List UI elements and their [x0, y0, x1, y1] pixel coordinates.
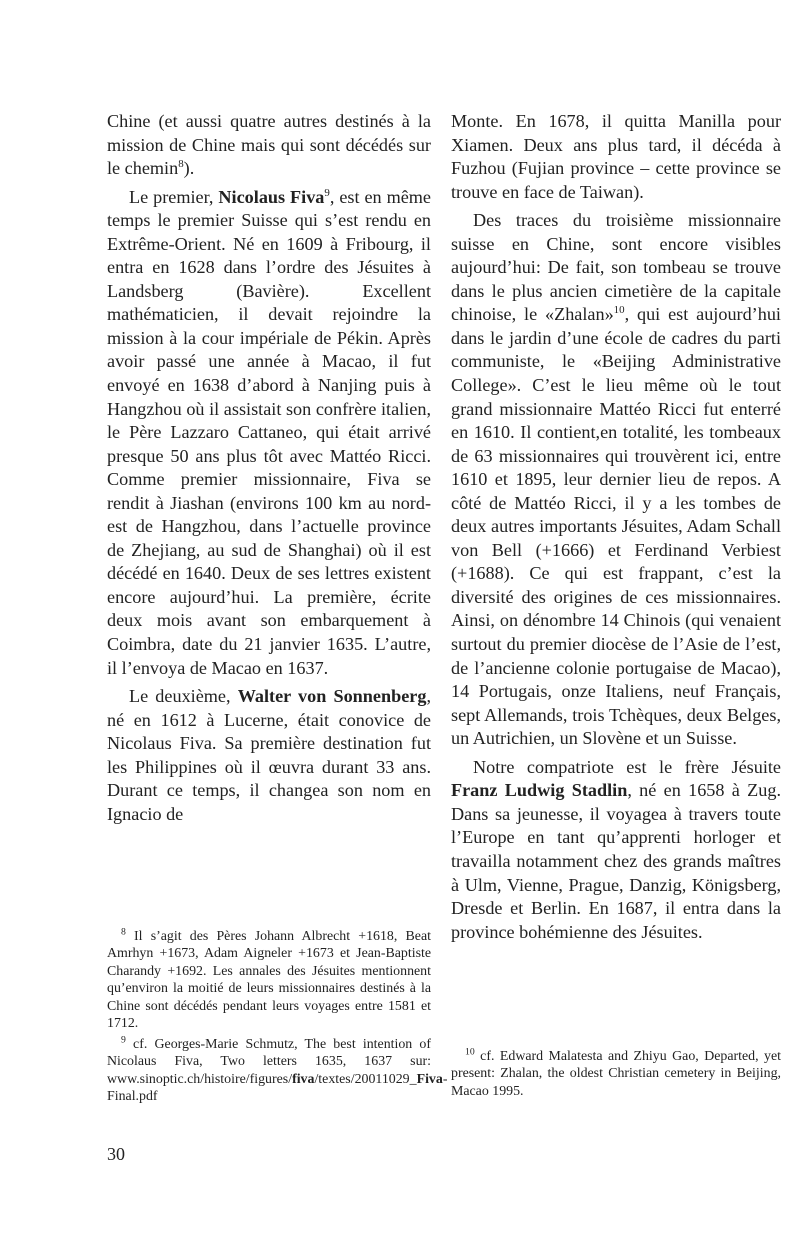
paragraph-walter-von-sonnenberg: Le deuxième, Walter von Sonnenberg, né en 1612 à Lucerne, était conovice de Nicolaus Fiva. Sa première destination fut les Philippines où il œuvra durant 33 ans. Durant ce temps, il changea son nom en Ignacio de	[107, 686, 431, 824]
page-number: 30	[107, 1144, 125, 1164]
footnotes-right	[451, 1048, 781, 1103]
paragraph-nicolaus-fiva: Le premier, Nicolaus Fiva$^9$, est en même temps le premier Suisse qui s’est rendu en Extrême-Orient. Né en 1609 à Fribourg, il entra en 1628 dans l’ordre des Jésuites à Landsberg (Bavière). Excellent mathématicien, il devait rejoindre la mission à la cour impériale de Pékin. Après avoir passé une année à Macao, il fut envoyé en 1638 d’abord à Nanjing puis à Hangzhou où il assistait son confrère italien, le Père Lazzaro Cattaneo, qui était arrivé presque 50 ans plus tôt avec Mattéo Ricci. Comme premier missionnaire, Fiva se rendit à Jiashan (environs 100 km au nord-est de Hangzhou, dans l’actuelle province de Zhejiang, au sud de Shanghai) où il est décédé en 1640. Deux de ses lettres existent encore aujourd’hui. La première, écrite deux mois avant son embarquement à Coimbra, date du 21 janvier 1635. L’autre, il l’envoya de Macao en 1637.	[107, 186, 432, 678]
footnote-ref-10: 10	[613, 304, 625, 317]
name-franz-ludwig-stadlin: Franz Ludwig Stadlin	[451, 780, 628, 801]
paragraph-zhalan: Des traces du troisième missionnaire suisse en Chine, sont encore visibles aujourd’hui: De fait, son tombeau se trouve dans le plus ancien cimetière de la capitale chinoise, le «Zhalan»$^{10}$, qui est aujourd’hui dans le jardin d’une école de cadres du parti communiste, le «Beijing Administrative College». C’est le lieu même où le tout grand missionnaire Mattéo Ricci fut enterré en 1610. Il contient,en totalité, les tombeaux de 63 missionnaires qui trouvèrent ici, entre 1610 et 1895, leur dernier lieu de repos. A côté de Mattéo Ricci, il y a les tombes de deux autres importants Jésuites, Adam Schall von Bell (+1666) et Ferdinand Verbiest (+1688). Ce qui est frappant, c’est la diversité des origines de ces missionnaires. Ainsi, on dénombre 14 Chinois (qui venaient surtout du premier diocèse de l’Asie de l’est, de l’ancienne colonie portugaise de Macao), 14 Portugais, onze Italiens, neuf Français, sept Allemands, trois Tchèques, deux Belges, un Autrichien, un Slovène et un Suisse.	[451, 210, 781, 749]
name-walter-von-sonnenberg: Walter von Sonnenberg	[237, 686, 427, 707]
paragraph-franz-ludwig-stadlin: Notre compatriote est le frère Jésuite Franz Ludwig Stadlin, né en 1658 à Zug. Dans sa jeunesse, il voyagea à travers toute l’Europe en tant qu’apprenti horloger et travailla notamment chez des grands maîtres à Ulm, Vienne, Prague, Danzig, Königsberg, Dresde et Berlin. En 1687, il entra dans la province bohémienne des Jésuites.	[451, 756, 781, 942]
name-nicolaus-fiva: Nicolaus Fiva	[218, 186, 325, 207]
footnote-ref-8: 8	[178, 158, 184, 171]
footnote-10: $^{10}$ cf. Edward Malatesta and Zhiyu Gao, Departed, yet present: Zhalan, the oldest Christian cemetery in Beijing, Macao 1995.	[451, 1046, 781, 1099]
footnote-8: $^8$ Il s’agit des Pères Johann Albrecht +1618, Beat Amrhyn +1673, Adam Aigneler +1673 et Jean-Baptiste Charandy +1692. Les annales des Jésuites mentionnent qu’environ la moitié de leurs missionnaires destinés à la Chine sont décédés pendant leurs voyages entre 1581 et 1712.	[107, 926, 431, 1032]
right-text-column	[451, 110, 781, 944]
left-text-column	[107, 110, 431, 826]
paragraph-continuation-monte: Monte. En 1678, il quitta Manilla pour Xiamen. Deux ans plus tard, il décéda à Fuzhou (Fujian province – cette province se trouve en face de Taiwan).	[451, 111, 781, 202]
paragraph-continuation: Chine (et aussi quatre autres destinés à la mission de Chine mais qui sont décédés sur le chemin$^8$).	[107, 111, 431, 179]
footnote-9: $^9$ cf. Georges-Marie Schmutz, The best intention of Nicolaus Fiva, Two letters 1635, 1637 sur: www.sinoptic.ch/histoire/figures/fiva/textes/20011029_Fiva-Final.pdf	[107, 1034, 448, 1105]
footnote-ref-9: 9	[324, 186, 330, 199]
footnotes-left	[107, 926, 448, 1109]
